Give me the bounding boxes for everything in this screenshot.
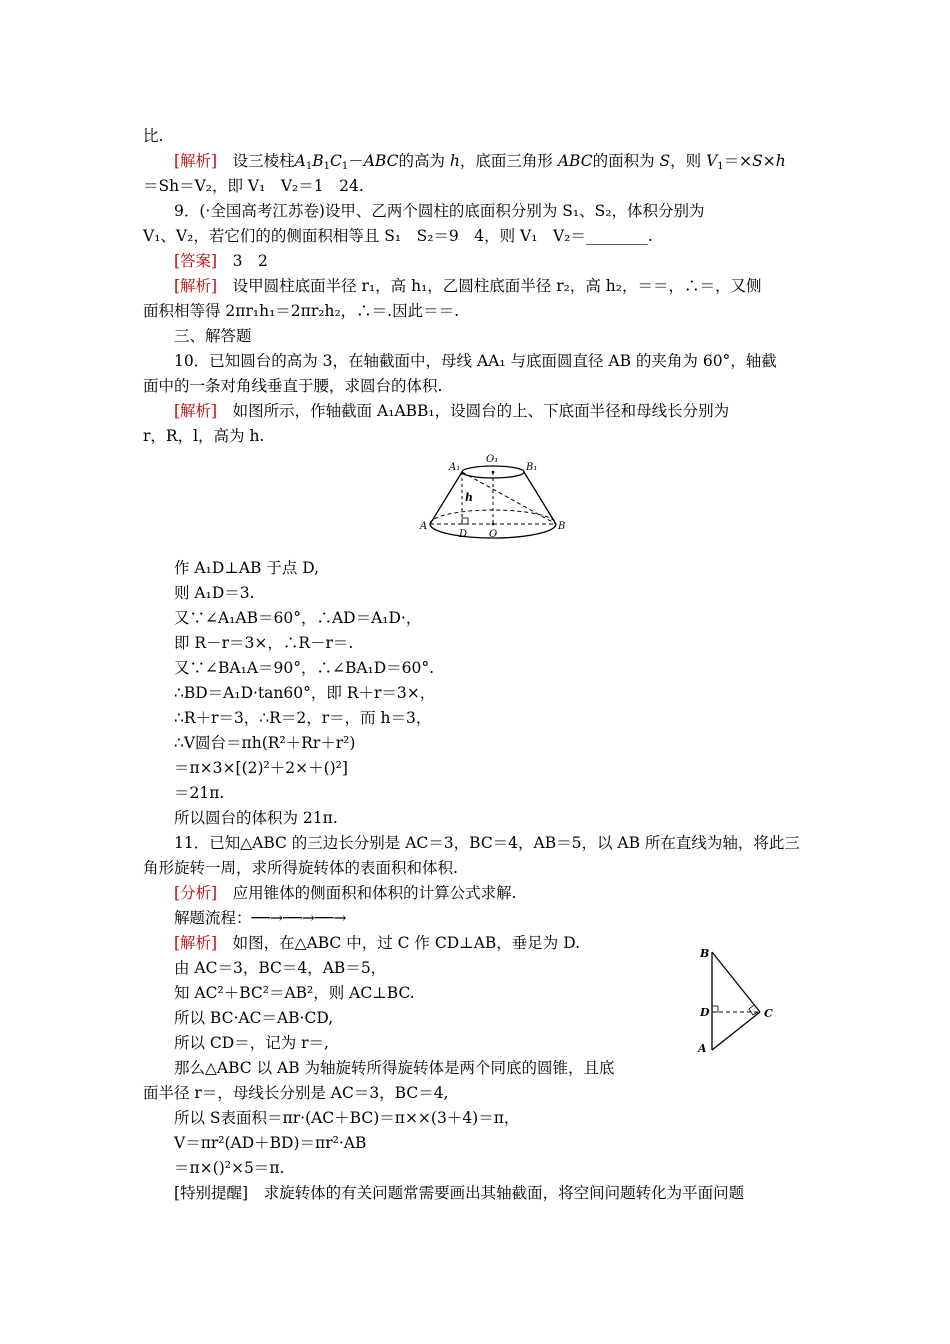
text-line: ＝π×3×[(2)²＋2×＋()²] xyxy=(174,759,348,777)
text-line: 比. xyxy=(143,127,164,145)
frustum-figure xyxy=(418,448,568,548)
section-heading: 三、解答题 xyxy=(174,327,252,345)
text-line: 则 A₁D＝3. xyxy=(174,584,255,602)
analysis-line: [分析] 应用锥体的侧面积和体积的计算公式求解. xyxy=(174,884,517,902)
text-line: 面中的一条对角线垂直于腰，求圆台的体积. xyxy=(143,377,443,395)
text-line: 所以 CD＝，记为 r＝, xyxy=(174,1034,329,1052)
special-note: [特别提醒] 求旋转体的有关问题常需要画出其轴截面，将空间问题转化为平面问题 xyxy=(174,1184,745,1202)
analysis-line: [解析] 如图，在△ABC 中，过 C 作 CD⊥AB，垂足为 D. xyxy=(174,934,581,952)
text-line: 所以 S表面积＝πr·(AC＋BC)＝π××(3＋4)＝π， xyxy=(174,1109,520,1127)
text-line: 知 AC²＋BC²＝AB²，则 AC⊥BC. xyxy=(174,984,415,1002)
analysis-tag: [解析] xyxy=(174,402,218,420)
text-line: 角形旋转一周，求所得旋转体的表面积和体积. xyxy=(143,859,458,877)
label-b: B xyxy=(700,947,710,960)
text-line: 10．已知圆台的高为 3，在轴截面中，母线 AA₁ 与底面圆直径 AB 的夹角为 60°，轴截 xyxy=(174,352,777,370)
label-d: D xyxy=(700,1006,710,1019)
text-line: 作 A₁D⊥AB 于点 D, xyxy=(174,559,320,577)
analysis-tag: [分析] xyxy=(174,884,218,902)
text-line: 又∵∠A₁AB＝60°，∴AD＝A₁D·， xyxy=(174,609,422,627)
analysis-line: [解析] 设甲圆柱底面半径 r₁，高 h₁，乙圆柱底面半径 r₂，高 h₂，＝＝，∴＝，又侧 xyxy=(174,277,762,295)
analysis-line: [解析] 设三棱柱$A_1B_1C_1-ABC$的高为 h，底面三角形 ABC的面积为 S，则 $V_1=\times S\times h$ xyxy=(174,152,786,172)
label-o: O xyxy=(489,529,498,540)
label-a: A xyxy=(698,1042,707,1055)
text-line: ＝Sh＝V₂，即 V₁ V₂＝1 24. xyxy=(143,177,364,195)
text-line: 9．(·全国高考江苏卷)设甲、乙两个圆柱的底面积分别为 S₁、S₂，体积分别为 xyxy=(174,202,705,220)
text-line: 所以 BC·AC＝AB·CD, xyxy=(174,1009,334,1027)
label-d: D xyxy=(459,529,468,540)
text-line: ＝21π. xyxy=(174,784,225,802)
analysis-line: [解析] 如图所示，作轴截面 A₁ABB₁，设圆台的上、下底面半径和母线长分别为 xyxy=(174,402,730,420)
text-line: ∴R＋r＝3，∴R＝2，r＝，而 h＝3， xyxy=(174,709,432,727)
text-line: ∴BD＝A₁D·tan60°，即 R＋r＝3×， xyxy=(174,684,436,702)
text-line: ∴V圆台＝πh(R²＋Rr＋r²) xyxy=(174,734,356,752)
text-line: 解题流程：──→──→──→ xyxy=(174,909,347,927)
analysis-tag: [解析] xyxy=(174,934,218,952)
label-b1: B₁ xyxy=(526,462,538,473)
text-line: ＝π×()²×5＝π. xyxy=(174,1159,285,1177)
answer-line: [答案] 3 2 xyxy=(174,252,268,270)
label-a1: A₁ xyxy=(449,462,461,473)
text-line: V＝πr²(AD＋BD)＝πr²·AB xyxy=(174,1134,367,1152)
label-h: h xyxy=(465,491,473,504)
text-line: 那么△ABC 以 AB 为轴旋转所得旋转体是两个同底的圆锥，且底 xyxy=(174,1059,615,1077)
label-b: B xyxy=(558,521,566,532)
text-line: 所以圆台的体积为 21π. xyxy=(174,809,338,827)
analysis-tag: [解析] xyxy=(174,277,218,295)
label-o1: O₁ xyxy=(486,454,499,465)
text-line: 面半径 r＝，母线长分别是 AC＝3，BC＝4, xyxy=(143,1084,449,1102)
text-line: 11．已知△ABC 的三边长分别是 AC＝3，BC＝4，AB＝5，以 AB 所在直线为轴，将此三 xyxy=(174,834,800,852)
answer-tag: [答案] xyxy=(174,252,218,270)
text-line: 面积相等得 2πr₁h₁＝2πr₂h₂，∴＝.因此＝＝. xyxy=(143,302,460,320)
text-line: r，R，l，高为 h. xyxy=(143,427,265,445)
text-line: 由 AC＝3，BC＝4，AB＝5， xyxy=(174,959,387,977)
analysis-tag: [解析] xyxy=(174,152,218,170)
label-a: A xyxy=(420,521,428,532)
label-c: C xyxy=(764,1007,773,1020)
text-line: 又∵∠BA₁A＝90°，∴∠BA₁D＝60°. xyxy=(174,659,435,677)
triangle-figure xyxy=(692,942,782,1057)
text-line: 即 R－r＝3×，∴R－r＝. xyxy=(174,634,354,652)
text-line: V₁、V₂，若它们的的侧面积相等且 S₁ S₂＝9 4，则 V₁ V₂＝________. xyxy=(143,227,653,245)
